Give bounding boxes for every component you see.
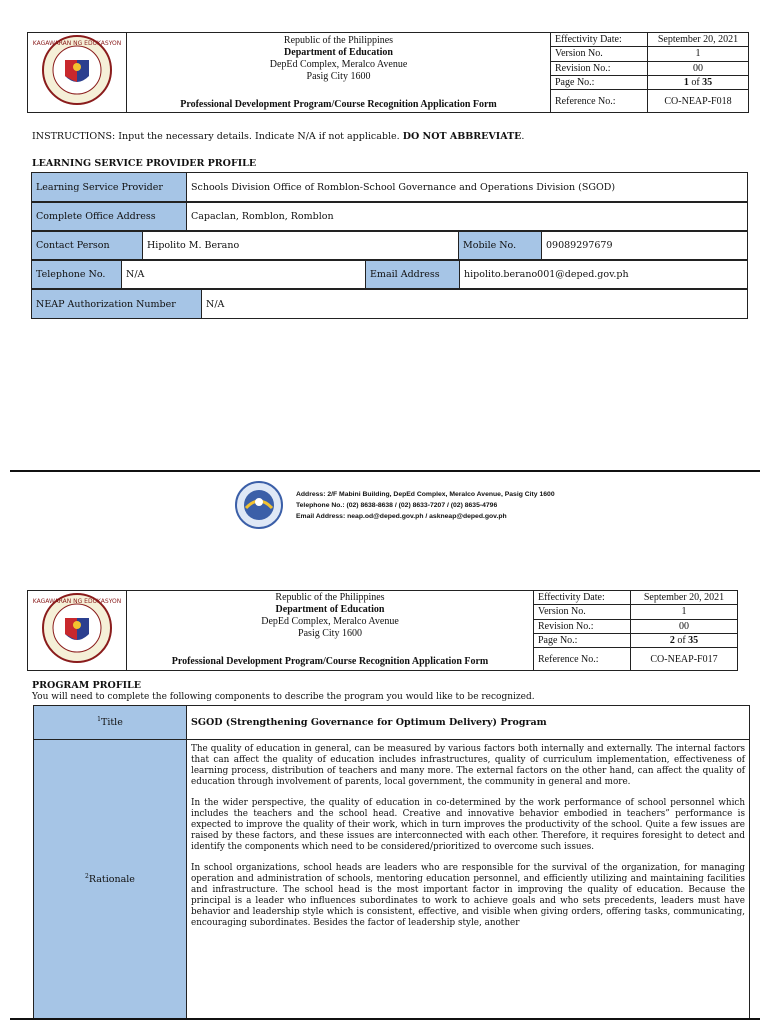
- document-header: [27, 32, 749, 113]
- provider-label: Learning Service Provider: [32, 173, 187, 202]
- neap-logo: [234, 480, 284, 534]
- reference-value: CO-NEAP-F017: [631, 648, 738, 671]
- program-profile-title: PROGRAM PROFILE: [32, 680, 141, 691]
- revision-value: 00: [631, 619, 738, 633]
- svg-text:KAGAWARAN NG EDUKASYON: KAGAWARAN NG EDUKASYON: [32, 40, 122, 47]
- rationale-paragraph: In school organizations, school heads are leaders who are responsible for the survival of the organization, for managing operation and administration of schools, mentoring education personnel, and efficiently utilizing and maintaining facilities and infrastructure. The school head is the most important factor in improving the quality of education. Because the principal is a leader who influences subordinates to work to achieve goals and who sets precedents, leaders must have behavior and leadership style which is consistent, effective, and visible when giving orders, offering tasks, communicating, encouraging subordinates. Besides the factor of leadership style, another: [191, 863, 745, 928]
- svg-text:KAGAWARAN NG EDUKASYON: KAGAWARAN NG EDUKASYON: [32, 598, 122, 605]
- revision-label: Revision No.:: [551, 61, 648, 75]
- republic-text: Republic of the Philippines: [275, 592, 385, 603]
- telephone-label: Telephone No.: [32, 261, 122, 289]
- deped-seal: [28, 33, 127, 113]
- neap-value[interactable]: N/A: [202, 290, 748, 319]
- neap-label: NEAP Authorization Number: [32, 290, 202, 319]
- effectivity-value: September 20, 2021: [631, 591, 738, 605]
- complex-text: DepEd Complex, Meralco Avenue: [261, 616, 399, 627]
- deped-seal-icon: [32, 592, 122, 664]
- page-label: Page No.:: [551, 75, 648, 89]
- provider-value[interactable]: Schools Division Office of Romblon-School Governance and Operations Division (SGOD): [187, 173, 748, 202]
- instructions-emphasis: DO NOT ABBREVIATE: [402, 131, 522, 142]
- rationale-value[interactable]: [187, 740, 750, 1019]
- page-separator: [10, 470, 760, 472]
- mobile-value[interactable]: 09089297679: [542, 232, 748, 260]
- email-value[interactable]: hipolito.berano001@deped.gov.ph: [460, 261, 748, 289]
- page-value: 2 of 35: [631, 633, 738, 647]
- revision-value: 00: [648, 61, 749, 75]
- page-value: 1 of 35: [648, 75, 749, 89]
- mobile-label: Mobile No.: [459, 232, 542, 260]
- title-label-cell: $^1$Title: [34, 706, 187, 740]
- lsp-table-row1: [31, 172, 748, 202]
- address-value[interactable]: Capaclan, Romblon, Romblon: [187, 203, 748, 231]
- program-profile-subtitle: You will need to complete the following components to describe the program you would like to be recognized.: [32, 692, 535, 702]
- lsp-table-row5: [31, 289, 748, 319]
- program-table: [33, 705, 750, 1019]
- title-value[interactable]: SGOD (Strengthening Governance for Optimum Delivery) Program: [187, 706, 750, 740]
- footer-address: Address: 2/F Mabini Building, DepEd Complex, Meralco Avenue, Pasig City 1600: [296, 491, 555, 498]
- form-title: Professional Development Program/Course Recognition Application Form: [180, 99, 497, 110]
- complex-text: DepEd Complex, Meralco Avenue: [269, 59, 408, 70]
- title-label: Title: [100, 717, 123, 729]
- rationale-label-cell: $^2$Rationale: [34, 740, 187, 1019]
- form-title: Professional Development Program/Course Recognition Application Form: [171, 656, 489, 667]
- version-label: Version No.: [551, 47, 648, 61]
- version-label: Version No.: [534, 605, 631, 619]
- lsp-profile-title: LEARNING SERVICE PROVIDER PROFILE: [32, 158, 257, 169]
- effectivity-label: Effectivity Date:: [534, 591, 631, 605]
- deped-seal-2: [28, 591, 127, 671]
- lsp-table-row4: [31, 260, 748, 289]
- reference-label: Reference No.:: [534, 648, 631, 671]
- city-text: Pasig City 1600: [306, 71, 371, 82]
- republic-text: Republic of the Philippines: [283, 35, 394, 46]
- deped-seal-icon: [32, 34, 122, 106]
- telephone-value[interactable]: N/A: [122, 261, 366, 289]
- revision-label: Revision No.:: [534, 619, 631, 633]
- footer-contact: [296, 489, 555, 522]
- footer-email: Email Address: neap.od@deped.gov.ph / askneap@deped.gov.ph: [296, 513, 507, 520]
- rationale-label: Rationale: [88, 874, 135, 886]
- bottom-rule: [10, 1018, 760, 1020]
- rationale-paragraph: The quality of education in general, can be measured by various factors both internally and externally. The internal factors that can affect the quality of education includes infrastructures, quality of curriculum implementation, effectiveness of learning process, distribution of teachers and many more. The external factors on the other hand, can affect the quality of education through involvement of parents, local government, the community in general and more.: [191, 744, 745, 787]
- instructions-text: INSTRUCTIONS: Input the necessary details. Indicate N/A if not applicable.: [32, 131, 400, 142]
- rationale-paragraph: In the wider perspective, the quality of education in co-determined by the work performance of school personnel which includes the teachers and the school head. Creative and innovative behavior embodied in teachers” performance is expected to improve the quality of their work, which in turn improves the productivity of the school. Quite a few issues are raised by these factors, and these issues are interconnected with each other. Therefore, it requires foresight to detect and identify the components which need to be considered/prioritized to overcome such issues.: [191, 798, 745, 852]
- version-value: 1: [648, 47, 749, 61]
- address-label: Complete Office Address: [32, 203, 187, 231]
- contact-label: Contact Person: [32, 232, 143, 260]
- version-value: 1: [631, 605, 738, 619]
- page-label: Page No.:: [534, 633, 631, 647]
- instructions: INSTRUCTIONS: Input the necessary details. Indicate N/A if not applicable. DO NOT ABBREVIATE.: [32, 131, 525, 142]
- department-text: Department of Education: [284, 47, 393, 58]
- city-text: Pasig City 1600: [298, 628, 362, 639]
- document-header-page-2: [27, 590, 738, 671]
- lsp-table-row2: [31, 202, 748, 231]
- effectivity-value: September 20, 2021: [648, 33, 749, 47]
- footer-telephone: Telephone No.: (02) 8638-8638 / (02) 8633-7207 / (02) 8635-4796: [296, 502, 498, 509]
- neap-logo-icon: [234, 480, 284, 530]
- reference-label: Reference No.:: [551, 90, 648, 113]
- contact-value[interactable]: Hipolito M. Berano: [143, 232, 459, 260]
- reference-value: CO-NEAP-F018: [648, 90, 749, 113]
- effectivity-label: Effectivity Date:: [551, 33, 648, 47]
- department-text: Department of Education: [275, 604, 385, 615]
- email-label: Email Address: [366, 261, 460, 289]
- lsp-table-row3: [31, 231, 748, 260]
